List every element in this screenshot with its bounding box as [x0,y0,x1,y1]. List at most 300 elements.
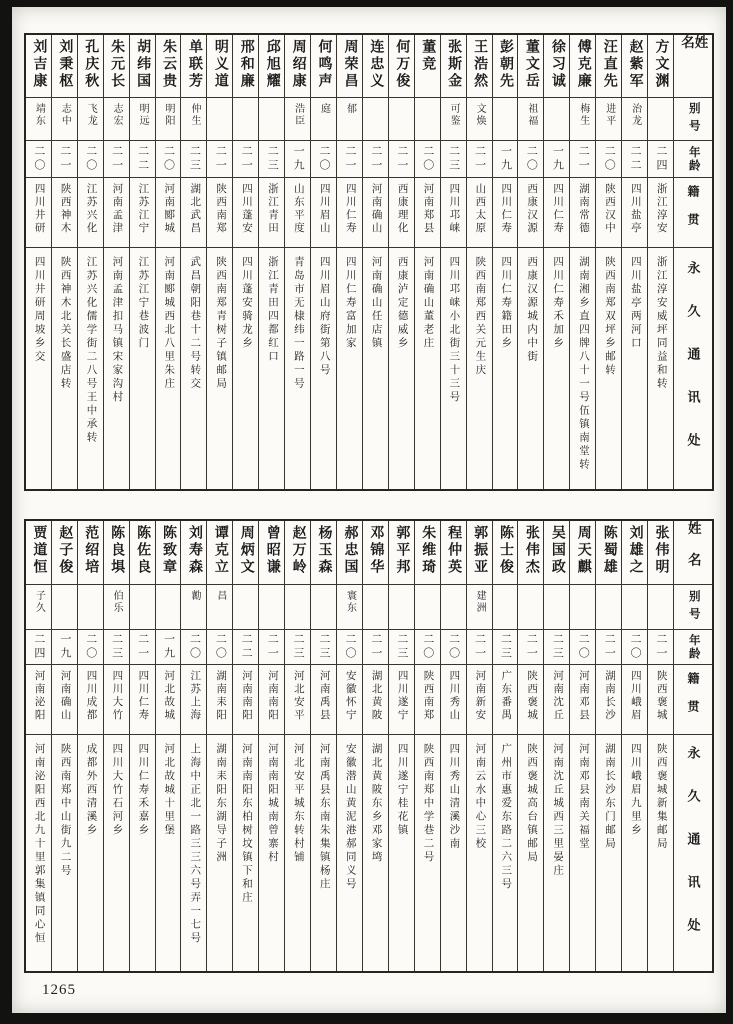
person-age: 二〇 [570,629,595,664]
person-alias [493,97,518,140]
person-alias [596,584,621,629]
person-native-place: 浙江淳安 [648,177,673,247]
person-alias [363,584,388,629]
person-age: 二三 [259,140,284,177]
person-contact-address: 西康泸定德威乡 [389,247,414,489]
person-native-place: 四川眉山 [311,177,336,247]
person-contact-address: 陕西神木北关长盛店转 [52,247,77,489]
person-contact-address: 河南邓县南关福堂 [570,734,595,971]
header-label-alias: 别号 [674,584,712,629]
person-native-place: 江苏兴化 [78,177,103,247]
person-name: 郭振亚 [472,525,488,576]
person-age: 二一 [518,629,543,664]
person-age: 二四 [26,629,51,664]
person-contact-address: 河南孟津扣马镇宋家沟村 [104,247,129,489]
person-native-place: 河北故城 [156,664,181,734]
person-contact-address: 四川大竹石河乡 [104,734,129,971]
person-age: 二一 [570,140,595,177]
person-alias: 可鉴 [441,97,466,140]
person-column [310,35,336,489]
person-alias [311,584,336,629]
person-column [517,521,543,971]
person-alias [389,584,414,629]
person-column [258,521,284,971]
person-column [180,35,206,489]
person-native-place: 河南郑县 [415,177,440,247]
person-native-place: 河南确山 [363,177,388,247]
person-column [155,521,181,971]
person-alias [78,584,103,629]
person-contact-address: 湖南湘乡直四牌八十一号伍镇南堂转 [570,247,595,489]
person-alias [156,584,181,629]
person-native-place: 四川仁寿 [544,177,569,247]
person-column [388,521,414,971]
person-age: 二一 [259,629,284,664]
person-contact-address: 陕西南郑西关元生庆 [467,247,492,489]
person-contact-address: 河南沈丘城西三里晏庄 [544,734,569,971]
person-name: 徐习诚 [549,39,565,90]
person-native-place: 四川仁寿 [130,664,155,734]
person-contact-address: 安徽潜山黄泥港郝同义号 [337,734,362,971]
person-contact-address: 四川蓬安骑龙乡 [233,247,258,489]
person-contact-address: 四川遂宁桂花镇 [389,734,414,971]
header-column [673,35,712,489]
roster-table-top [24,33,714,491]
person-contact-address: 四川仁寿禾加乡 [544,247,569,489]
person-column [103,35,129,489]
person-alias: 祖福 [518,97,543,140]
person-contact-address: 河南禹县东南朱集镇杨庄 [311,734,336,971]
person-column [77,521,103,971]
person-alias [259,97,284,140]
person-native-place: 河南禹县 [311,664,336,734]
person-age: 二一 [104,140,129,177]
person-name: 连忠义 [368,39,384,90]
person-name: 邓锦华 [368,525,384,576]
person-contact-address: 湖北黄陂东乡邓家塆 [363,734,388,971]
person-contact-address: 成都外西清溪乡 [78,734,103,971]
person-alias: 伯乐 [104,584,129,629]
person-name: 陈佐良 [135,525,151,576]
person-column [206,35,232,489]
person-alias [285,584,310,629]
person-alias [415,584,440,629]
person-contact-address: 陕西南郑青树子镇邮局 [207,247,232,489]
person-name: 朱元长 [109,39,125,90]
person-column [569,521,595,971]
person-age: 二〇 [441,629,466,664]
person-column [414,35,440,489]
person-name: 周荣昌 [342,39,358,90]
person-age: 二二 [233,629,258,664]
person-name: 汪直先 [601,39,617,90]
person-name: 范绍培 [83,525,99,576]
person-name: 张伟杰 [523,525,539,576]
person-contact-address: 陕西褒城新集邮局 [648,734,673,971]
person-alias: 明阳 [156,97,181,140]
person-name: 刘吉康 [31,39,47,90]
person-alias: 子久 [26,584,51,629]
header-label-alias: 别号 [674,97,712,140]
person-column [621,35,647,489]
person-age: 二一 [363,629,388,664]
person-alias [363,97,388,140]
person-alias: 寰东 [337,584,362,629]
person-alias [493,584,518,629]
person-name: 吴国政 [549,525,565,576]
person-age: 二〇 [156,140,181,177]
person-name: 杨玉森 [316,525,332,576]
person-name: 陈士俊 [498,525,513,576]
person-age: 二〇 [622,629,647,664]
person-age: 一九 [156,629,181,664]
person-age: 二〇 [207,629,232,664]
person-name: 周绍康 [290,39,306,90]
person-alias [207,97,232,140]
person-column [621,521,647,971]
person-native-place: 四川盐亭 [622,177,647,247]
person-alias: 明远 [130,97,155,140]
person-native-place: 安徽怀宁 [337,664,362,734]
person-contact-address: 武昌朝阳巷十二号转交 [181,247,206,489]
person-age: 二〇 [181,629,206,664]
page-number: 1265 [42,982,76,998]
person-name: 周天麒 [575,525,591,576]
person-native-place: 四川大竹 [104,664,129,734]
person-name: 单联芳 [186,39,202,90]
person-native-place: 湖南耒阳 [207,664,232,734]
person-native-place: 河南新安 [467,664,492,734]
person-age: 一九 [493,140,518,177]
person-contact-address: 江苏江宁巷波门 [130,247,155,489]
person-name: 邢和廉 [238,39,254,90]
person-name: 贾道恒 [31,525,47,576]
person-contact-address: 浙江青田四都红口 [259,247,284,489]
person-age: 二〇 [415,140,440,177]
person-native-place: 陕西神木 [52,177,77,247]
person-alias: 文焕 [467,97,492,140]
person-contact-address: 河北安平城东转村铺 [285,734,310,971]
person-alias [518,584,543,629]
person-column [388,35,414,489]
person-name: 董竞 [420,39,436,73]
person-age: 一九 [52,629,77,664]
person-age: 二三 [181,140,206,177]
person-contact-address: 四川仁寿籍田乡 [493,247,518,489]
person-native-place: 河南沈丘 [544,664,569,734]
header-label-age: 年龄 [674,629,712,664]
person-contact-address: 四川峨眉九里乡 [622,734,647,971]
person-column [103,521,129,971]
person-native-place: 河南南阳 [259,664,284,734]
person-name: 董文岳 [523,39,539,90]
person-contact-address: 陕西南郑中学巷二号 [415,734,440,971]
person-alias: 郁 [337,97,362,140]
person-alias [544,97,569,140]
person-column [517,35,543,489]
roster-table-bottom [24,519,714,973]
person-contact-address: 四川邛崃小北街三十三号 [441,247,466,489]
paper-background [12,7,726,1013]
person-name: 郭平邦 [394,525,410,576]
person-native-place: 陕西汉中 [596,177,621,247]
person-column [466,521,492,971]
person-native-place: 四川邛崃 [441,177,466,247]
person-column [492,35,518,489]
person-age: 二一 [337,140,362,177]
person-column [362,521,388,971]
person-name: 孔庆秋 [83,39,99,90]
person-contact-address: 江苏兴化儒学街二八号王中承转 [78,247,103,489]
person-contact-address: 湖南耒阳东湖导子洲 [207,734,232,971]
person-alias: 飞龙 [78,97,103,140]
person-age: 二〇 [78,629,103,664]
person-native-place: 山东平度 [285,177,310,247]
person-alias [233,584,258,629]
person-name: 陈致章 [161,525,177,576]
person-alias [52,584,77,629]
person-age: 二〇 [337,629,362,664]
person-age: 二〇 [78,140,103,177]
person-column [466,35,492,489]
person-column [51,521,77,971]
person-alias: 志中 [52,97,77,140]
person-alias [544,584,569,629]
person-age: 二三 [104,629,129,664]
header-label-native: 籍贯 [674,664,712,734]
person-alias: 仲生 [181,97,206,140]
person-column [440,35,466,489]
person-contact-address: 陕西褒城高台镇邮局 [518,734,543,971]
person-age: 二一 [467,140,492,177]
person-contact-address: 四川仁寿富加家 [337,247,362,489]
person-contact-address: 四川仁寿禾嘉乡 [130,734,155,971]
person-native-place: 四川蓬安 [233,177,258,247]
person-alias: 庭 [311,97,336,140]
person-column [258,35,284,489]
header-label-contact: 永久通讯处 [674,734,712,971]
person-column [284,521,310,971]
person-alias: 昌 [207,584,232,629]
person-age: 二三 [441,140,466,177]
person-column [26,521,51,971]
person-native-place: 陕西南郑 [207,177,232,247]
person-native-place: 山西太原 [467,177,492,247]
person-name: 王浩然 [472,39,488,90]
person-column [155,35,181,489]
person-age: 二三 [493,629,518,664]
person-age: 二一 [467,629,492,664]
person-native-place: 四川仁寿 [337,177,362,247]
person-contact-address: 河南确山董老庄 [415,247,440,489]
person-name: 朱云贵 [161,39,177,90]
person-contact-address: 四川井研周坡乡交 [26,247,51,489]
person-name: 刘秉枢 [57,39,73,90]
person-alias: 浩臣 [285,97,310,140]
person-alias [622,584,647,629]
person-column [362,35,388,489]
person-contact-address: 上海中正北一路三三六号弄一七号 [181,734,206,971]
header-label-name: 姓名 [674,521,712,584]
person-age: 二一 [52,140,77,177]
person-native-place: 湖南常德 [570,177,595,247]
person-name: 刘雄之 [627,525,643,576]
person-column [647,35,673,489]
person-column [284,35,310,489]
person-native-place: 陕西褒城 [648,664,673,734]
person-alias: 建洲 [467,584,492,629]
person-native-place: 四川井研 [26,177,51,247]
person-name: 胡纬国 [135,39,151,90]
person-column [440,521,466,971]
person-age: 二〇 [518,140,543,177]
person-native-place: 湖北黄陂 [363,664,388,734]
person-age: 二四 [648,140,673,177]
person-name: 陈良埧 [109,525,125,576]
person-column [569,35,595,489]
person-column [206,521,232,971]
person-column [595,521,621,971]
person-contact-address: 河南郾城西北八里朱庄 [156,247,181,489]
person-age: 二一 [233,140,258,177]
person-alias: 勷 [181,584,206,629]
person-contact-address: 四川盐亭两河口 [622,247,647,489]
person-name: 明义道 [212,39,228,90]
person-native-place: 陕西南郑 [415,664,440,734]
person-age: 二一 [207,140,232,177]
person-contact-address: 河南确山任店镇 [363,247,388,489]
person-alias [648,97,673,140]
person-alias [415,97,440,140]
person-column [310,521,336,971]
person-name: 朱维琦 [420,525,436,576]
person-column [492,521,518,971]
person-name: 张斯金 [446,39,462,90]
header-label-age: 年龄 [674,140,712,177]
person-native-place: 江苏上海 [181,664,206,734]
header-label-native: 籍贯 [674,177,712,247]
person-native-place: 四川峨眉 [622,664,647,734]
person-native-place: 湖南长沙 [596,664,621,734]
person-age: 二〇 [415,629,440,664]
person-contact-address: 四川秀山清溪沙南 [441,734,466,971]
person-age: 一九 [544,140,569,177]
person-age: 二三 [389,629,414,664]
person-native-place: 河南孟津 [104,177,129,247]
person-native-place: 广东番禺 [493,664,518,734]
header-column [673,521,712,971]
person-age: 二一 [389,140,414,177]
person-name: 周炳文 [238,525,254,576]
person-column [647,521,673,971]
person-alias: 靖东 [26,97,51,140]
person-column [77,35,103,489]
person-column [543,35,569,489]
person-contact-address: 陕西南郑双坪乡邮转 [596,247,621,489]
person-name: 张伟明 [653,525,669,576]
person-age: 二〇 [596,140,621,177]
person-contact-address: 陕西南郑中山街九二号 [52,734,77,971]
person-native-place: 陕西褒城 [518,664,543,734]
person-contact-address: 河北故城十里堡 [156,734,181,971]
person-name: 赵紫军 [627,39,643,90]
person-alias: 进平 [596,97,621,140]
person-native-place: 河南南阳 [233,664,258,734]
person-column [180,521,206,971]
person-column [232,35,258,489]
person-name: 邱旭耀 [264,39,280,90]
person-contact-address: 河南泌阳西北九十里郭集镇同心恒 [26,734,51,971]
person-name: 赵万岭 [290,525,306,576]
person-native-place: 四川仁寿 [493,177,518,247]
person-age: 一九 [285,140,310,177]
person-name: 彭朝先 [498,39,513,90]
person-native-place: 湖北武昌 [181,177,206,247]
person-contact-address: 湖南长沙东门邮局 [596,734,621,971]
person-contact-address: 河南南阳东柏树坟镇下和庄 [233,734,258,971]
person-contact-address: 四川眉山府街第八号 [311,247,336,489]
person-name: 郝忠国 [342,525,358,576]
person-column [336,35,362,489]
person-alias [441,584,466,629]
person-native-place: 河北安平 [285,664,310,734]
person-column [543,521,569,971]
person-column [129,35,155,489]
person-name: 傅克廉 [575,39,591,90]
person-column [129,521,155,971]
person-name: 曾昭谦 [264,525,280,576]
person-name: 谭克立 [212,525,228,576]
person-contact-address: 河南云水中心三校 [467,734,492,971]
person-alias: 梅生 [570,97,595,140]
person-name: 方文渊 [653,39,669,90]
person-native-place: 河南确山 [52,664,77,734]
person-contact-address: 青岛市无棣纬一路一号 [285,247,310,489]
person-alias [233,97,258,140]
person-alias [389,97,414,140]
person-native-place: 四川秀山 [441,664,466,734]
person-name: 何鸣声 [316,39,332,90]
person-column [51,35,77,489]
person-age: 二三 [544,629,569,664]
person-contact-address: 西康汉源城内中街 [518,247,543,489]
person-contact-address: 浙江淳安威坪同益和转 [648,247,673,489]
person-age: 二一 [648,629,673,664]
person-age: 二一 [363,140,388,177]
person-alias [259,584,284,629]
person-native-place: 河南泌阳 [26,664,51,734]
person-alias: 志宏 [104,97,129,140]
header-label-name: 姓名 [674,35,712,97]
person-age: 二二 [130,140,155,177]
person-alias: 治龙 [622,97,647,140]
person-native-place: 四川成都 [78,664,103,734]
person-name: 何万俊 [394,39,410,90]
person-age: 二〇 [26,140,51,177]
person-age: 二〇 [311,140,336,177]
person-column [232,521,258,971]
person-age: 二一 [596,629,621,664]
person-native-place: 河南邓县 [570,664,595,734]
person-alias [648,584,673,629]
person-native-place: 浙江青田 [259,177,284,247]
person-native-place: 西康汉源 [518,177,543,247]
person-native-place: 江苏江宁 [130,177,155,247]
person-contact-address: 河南南阳城南曾寨村 [259,734,284,971]
person-native-place: 西康理化 [389,177,414,247]
person-column [595,35,621,489]
person-age: 二三 [285,629,310,664]
